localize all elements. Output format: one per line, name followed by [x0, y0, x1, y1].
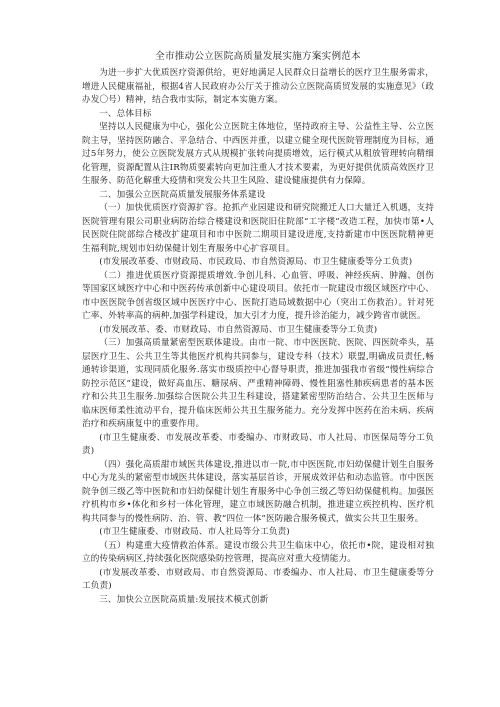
- section-heading-3: 三、加快公立医院高质量:发展技术模式创新: [99, 594, 269, 605]
- section-heading-1: 一、总体目标: [99, 108, 152, 119]
- body-paragraph: （四）强化高质甜市域医共体建设,推进以市一院,市中医医院,市妇幼保健计划生自服务中心为龙头的紧密型市域医共体建设，落实基层首诊，开展成效评估和动态监管。市中医医院争创三级乙等中医院和市妇幼保健计划生育服务中心争创三级乙等妇幼保健机构。加强医疗机构市乡•体化和乡村一体化管理，建立市域医防融合机制，推进建立疾控机构、医疗机构共同参与的慢性病防、治、管、教“四位一体”医防融合服务模式，做实公共卫生服务。: [82, 459, 434, 524]
- responsibility-note: (市卫生健康委、市发展改革委、市委编办、市财政局、市人社局、市医保局等分工负责): [82, 432, 434, 456]
- body-paragraph: 坚持以人民健康为中心，强化公立医院主体地位，坚持政府主导、公益性主导、公立医院主导，坚持医防融合、平急结合、中西医并重，以建立健全现代医院管理制度为目标，通过5年努力，使公立医院发展方式从规模扩张转向提质增效，运行模式从粗放管理转向精细化管理，资源配置从注IR物质要素转向更加注重人才技术要素，为更好提供优质高效医疗卫生服务、防范化解重大疫情和突发公共卫生风险、建设健康提供有力保障。: [82, 122, 434, 186]
- body-paragraph: （三）加强高质量紧密型医联体建设。由市一院、市中医医院、医院、四医院牵头，基层医疗卫生、公共卫生等其他医疗机构共同参与，建设专科（技术）联盟,明确成员责任,畅通转诊渠道，实现同质化服务.落实市级质控中心督导职责，推进加强我市省级“慢性病综合防控示范区”建设，做好高血压、糖尿病、严重精神障碍、慢性阻塞性肺疾病患者的基本医疗和公共卫生服务.加强综合医院公共卫生科建设，搭建紧密型防治结合、公共卫生医师与临床医师柔性流动平台，提升临床医师公共丑生服务能力。充分发挥中医药在治未病、疾病治疗和疾病康复中的重要作用。: [82, 338, 434, 429]
- responsibility-note: (市卫生健康委、市财政局、市人社局等分工负责): [99, 527, 290, 537]
- responsibility-note: (市发展改革委、市财政局、市民政局、市自然资源局、市卫生健康委等分工负责): [99, 257, 413, 267]
- responsibility-note: (市发展改革、委、市财政局、市自然资源局、市卫生健康委等分工负责): [99, 324, 378, 335]
- responsibility-note: (市发展改革委、市财政局、市自然资源局、市委编办、市人社局、市卫生健康委等分工负责): [82, 567, 434, 591]
- section-heading-2: 二、加强公立医院高质量发展服务体系建设: [99, 189, 266, 200]
- body-paragraph: （一）加快优质医疗资源扩容。抢抓产业园建设和研究院搬迁人口大量迁入机遇，支持医院管理有限公司职业病防治综合楼建设和医院旧住院部“工字楼”改造工程，加快市第•人民医院住院部综合楼改扩建项目和市中医院二期项目建设进度,支持新建市中医医院精神更生福利院,规划市妇幼保健计划生育服务中心扩容项目。: [82, 203, 434, 254]
- body-paragraph: （二）推进优质医疗资源提质增效.争创儿科、心血管、呼吸、神经疾病、肿瀚、创伤等国家区域医疗中心和中医药传承创新中心建设项目。依托市一院建设市级区域医疗中心、市中医医院争创省级区域中医医疗中心、医院打造局域数据中心（突出工伤救治）。针对死亡率、外转率高的病种,加强学科建设，加大引才力度，提升诊治能力，减少跨省市就医。: [82, 270, 434, 321]
- intro-paragraph: 为进一步扩大优质医疗资源供给，更好地满足人民群众日益增长的医疗卫生服务需求，增进人民健康福祉，根据4省人民政府办公厅关于推动公立医院高质贸发展的实施意见》（政办发〇号）精神，结合我市实际，制定本实施方案。: [82, 68, 434, 105]
- body-paragraph: （五）构建重大疫情救治体系。建设市级公共卫生临床中心，依托市•院，建设相对独立的传染病病区,持续强化医院感染防控管理，提高应对重大疫情能力。: [82, 540, 434, 564]
- document-title: 全市推动公立医院高质量发展实施方案实例范本: [155, 51, 361, 62]
